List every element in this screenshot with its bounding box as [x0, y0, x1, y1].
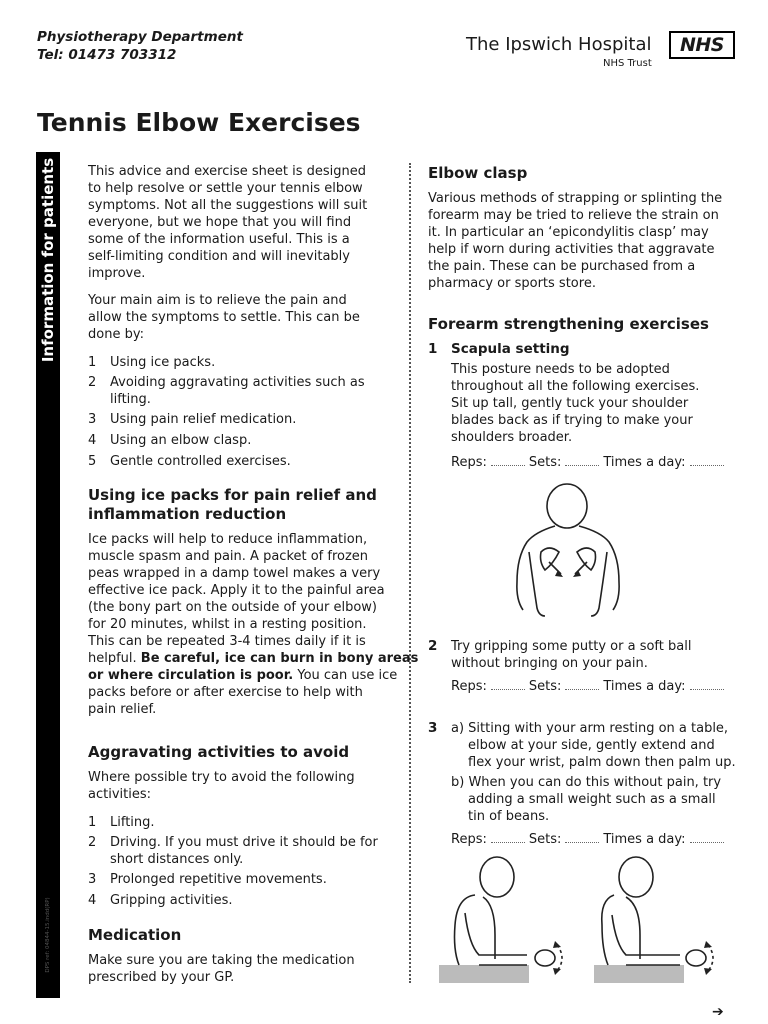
page-title: Tennis Elbow Exercises: [37, 108, 361, 137]
exercise-1-title: Scapula setting: [451, 341, 570, 357]
medication-heading: Medication: [88, 926, 182, 944]
department-name: Physiotherapy Department: [37, 29, 243, 45]
aim-paragraph: Your main aim is to relieve the pain and allow the symptoms to settle. This can be done by:: [88, 293, 360, 342]
wrist-exercise-figure-palm-up: [590, 855, 730, 985]
exercise-1-number: 1: [428, 341, 438, 357]
trust-label: NHS Trust: [603, 58, 652, 69]
exercise-2-reps: Reps: Sets: Times a day:: [451, 679, 728, 694]
ice-warning: Be careful, ice can burn in bony areas: [140, 651, 419, 666]
scapula-setting-figure: [505, 482, 635, 622]
aggravating-heading: Aggravating activities to avoid: [88, 743, 350, 761]
aggravating-paragraph: Where possible try to avoid the following activities:: [88, 770, 355, 802]
exercise-3-number: 3: [428, 720, 438, 736]
ice-paragraph: Ice packs will help to reduce inflammation, muscle spasm and pain. A packet of frozen peas wrapped in a damp towel makes a very effective ice pack. Apply it to the painful area (the bony part on the outside of your elbow) for 20 minutes, whilst in a resting position. This can be repeated 3-4 times daily if it is helpful. Be careful, ice can burn in bony areas or where circulation is poor. You can use ice packs before or after exercise to help with pain relief.: [88, 532, 419, 717]
elbow-clasp-heading: Elbow clasp: [428, 164, 528, 182]
exercise-3a-text: a) Sitting with your arm resting on a table, elbow at your side, gently extend and flex your wrist, palm down then palm up.: [451, 721, 736, 770]
column-divider: [409, 163, 411, 983]
print-reference: DPS ref: 04844-15.indd(RP): [45, 897, 51, 973]
sidebar-label: Information for patients: [39, 157, 57, 363]
exercise-1-reps: Reps: Sets: Times a day:: [451, 455, 728, 470]
intro-paragraph: This advice and exercise sheet is designed to help resolve or settle your tennis elbow symptoms. Not all the suggestions will suit everyone, but we hope that you will find some of the information useful. This is a self-limiting condition and will inevitably improve.: [88, 164, 368, 281]
exercise-3-reps: Reps: Sets: Times a day:: [451, 832, 728, 847]
exercise-2-text: Try gripping some putty or a soft ball without bringing on your pain.: [451, 639, 692, 671]
hospital-name: The Ipswich Hospital: [466, 34, 652, 55]
department-info: [37, 28, 243, 64]
exercise-3b-text: b) When you can do this without pain, try adding a small weight such as a small tin of beans.: [451, 775, 722, 824]
department-phone: Tel: 01473 703312: [37, 47, 177, 63]
medication-paragraph: Make sure you are taking the medication prescribed by your GP.: [88, 953, 355, 985]
exercise-1-text: This posture needs to be adopted throughout all the following exercises. Sit up tall, gently tuck your shoulder blades back as if trying to make your shoulders broader.: [451, 362, 700, 445]
forearm-heading: Forearm strengthening exercises: [428, 315, 709, 333]
ice-warning-cont: or where circulation is poor.: [88, 668, 294, 683]
ice-heading: Using ice packs for pain relief and inflammation reduction: [88, 486, 377, 523]
nhs-logo: NHS: [669, 31, 735, 59]
next-page-arrow-icon: ➔: [712, 1004, 724, 1020]
exercise-2-number: 2: [428, 638, 438, 654]
wrist-exercise-figure-palm-down: [435, 855, 575, 985]
elbow-clasp-paragraph: Various methods of strapping or splinting the forearm may be tried to relieve the strain on it. In particular an ‘epicondylitis clasp’ may help if worn during activities that aggravate the pain. These can be purchased from a pharmacy or sports store.: [428, 191, 723, 291]
